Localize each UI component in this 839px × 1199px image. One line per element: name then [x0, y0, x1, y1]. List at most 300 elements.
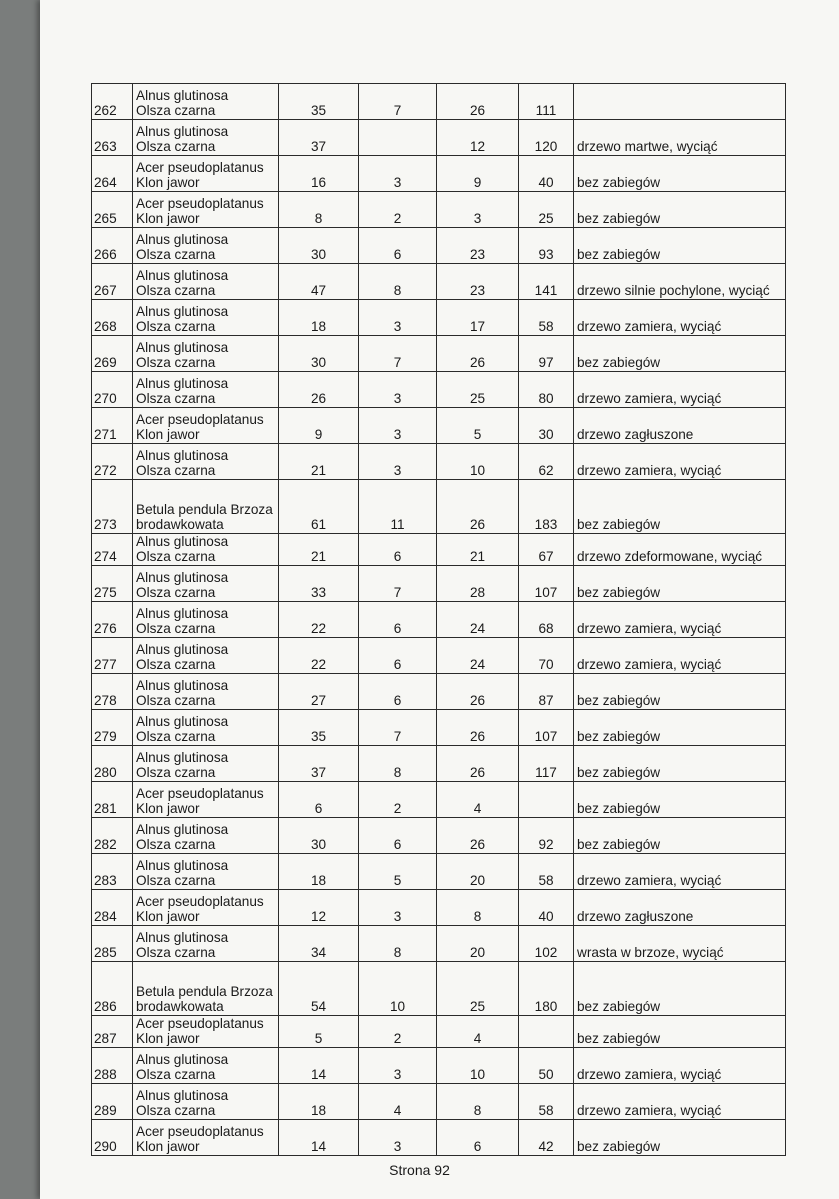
row-number: 289: [94, 1103, 117, 1118]
value-cell-3: [437, 228, 519, 264]
value-cell-2: [359, 264, 437, 300]
table-row: [92, 818, 786, 854]
value-cell-2: [359, 566, 437, 602]
note-text: drzewo zamiera, wyciąć: [577, 873, 722, 888]
row-number-cell: [92, 192, 133, 228]
row-number: 288: [94, 1067, 117, 1082]
note-cell: [574, 264, 786, 300]
value-cell-1: [279, 120, 359, 156]
value-2: 8: [393, 945, 402, 960]
row-number: 262: [94, 103, 117, 118]
value-4: 80: [538, 391, 554, 406]
value-3: 21: [469, 549, 486, 564]
value-1: 37: [310, 765, 327, 780]
note-cell: [574, 674, 786, 710]
species-cell: [133, 84, 279, 120]
note-text: bez zabiegów: [577, 585, 661, 600]
value-cell-2: [359, 854, 437, 890]
row-number: 280: [94, 765, 117, 780]
note-cell: [574, 566, 786, 602]
species-polish: Olsza czarna: [136, 945, 216, 960]
row-number-cell: [92, 962, 133, 1016]
value-cell-3: [437, 962, 519, 1016]
row-number-cell: [92, 1120, 133, 1156]
table-row: [92, 444, 786, 480]
value-4: 67: [538, 549, 554, 564]
species-cell: [133, 602, 279, 638]
value-3: 28: [469, 585, 486, 600]
value-cell-3: [437, 120, 519, 156]
species-polish: Olsza czarna: [136, 585, 216, 600]
value-3: 25: [469, 999, 486, 1014]
value-3: 17: [469, 319, 486, 334]
value-cell-1: [279, 818, 359, 854]
value-3: 26: [469, 517, 486, 532]
value-3: 3: [473, 211, 482, 226]
species-cell: [133, 534, 279, 566]
species-polish: Olsza czarna: [136, 283, 216, 298]
note-cell: [574, 534, 786, 566]
note-cell: [574, 890, 786, 926]
table-row: [92, 1120, 786, 1156]
table-row: [92, 534, 786, 566]
value-2: 6: [393, 657, 402, 672]
value-1: 18: [310, 1103, 327, 1118]
note-text: drzewo zamiera, wyciąć: [577, 621, 722, 636]
species-latin: Alnus glutinosa: [136, 1052, 229, 1067]
species-latin: Acer pseudoplatanus: [136, 1124, 264, 1139]
species-latin: Alnus glutinosa: [136, 340, 229, 355]
species-latin: Betula pendula Brzoza: [136, 984, 273, 999]
table-body: [92, 84, 786, 1156]
value-cell-2: [359, 782, 437, 818]
species-polish: Olsza czarna: [136, 463, 216, 478]
value-cell-2: [359, 638, 437, 674]
value-4: 92: [538, 837, 554, 852]
species-cell: [133, 120, 279, 156]
value-cell-4: [519, 264, 574, 300]
note-text: drzewo martwe, wyciąć: [577, 139, 718, 154]
value-3: 4: [473, 801, 482, 816]
species-cell: [133, 336, 279, 372]
value-cell-4: [519, 228, 574, 264]
note-text: wrasta w brzoze, wyciąć: [577, 945, 724, 960]
value-cell-1: [279, 962, 359, 1016]
note-cell: [574, 480, 786, 534]
value-cell-2: [359, 962, 437, 1016]
value-4: 120: [534, 139, 558, 154]
row-number-cell: [92, 408, 133, 444]
value-2: 11: [390, 517, 405, 532]
note-cell: [574, 1120, 786, 1156]
value-4: 62: [538, 463, 554, 478]
note-text: bez zabiegów: [577, 693, 661, 708]
note-text: drzewo zamiera, wyciąć: [577, 1067, 722, 1082]
species-latin: Alnus glutinosa: [136, 930, 229, 945]
value-cell-4: [519, 534, 574, 566]
value-1: 18: [310, 873, 327, 888]
note-text: drzewo zamiera, wyciąć: [577, 1103, 722, 1118]
species-polish: Klon jawor: [136, 427, 200, 442]
table-row: [92, 746, 786, 782]
value-3: 26: [469, 837, 486, 852]
value-3: 26: [469, 765, 486, 780]
value-3: 8: [473, 1103, 482, 1118]
value-2: 4: [393, 1103, 402, 1118]
row-number: 265: [94, 211, 117, 226]
value-2: 2: [393, 1031, 402, 1046]
value-2: 3: [393, 391, 402, 406]
species-polish: Olsza czarna: [136, 837, 216, 852]
value-2: 5: [393, 873, 402, 888]
value-cell-2: [359, 602, 437, 638]
value-cell-1: [279, 674, 359, 710]
value-2: 6: [393, 247, 402, 262]
value-cell-1: [279, 854, 359, 890]
value-1: 35: [310, 729, 327, 744]
value-cell-4: [519, 1120, 574, 1156]
value-2: 3: [393, 463, 402, 478]
value-3: 26: [469, 355, 486, 370]
note-cell: [574, 1048, 786, 1084]
note-cell: [574, 602, 786, 638]
species-latin: Betula pendula Brzoza: [136, 502, 273, 517]
value-1: 33: [310, 585, 327, 600]
value-cell-3: [437, 192, 519, 228]
species-cell: [133, 962, 279, 1016]
note-text: bez zabiegów: [577, 999, 661, 1014]
value-1: 26: [310, 391, 327, 406]
value-cell-3: [437, 746, 519, 782]
value-1: 35: [310, 103, 327, 118]
note-cell: [574, 192, 786, 228]
value-2: 10: [389, 999, 406, 1014]
value-cell-1: [279, 480, 359, 534]
value-cell-1: [279, 336, 359, 372]
table-row: [92, 1016, 786, 1048]
row-number-cell: [92, 534, 133, 566]
value-4: 25: [538, 211, 554, 226]
value-cell-2: [359, 1120, 437, 1156]
value-cell-2: [359, 156, 437, 192]
value-cell-4: [519, 192, 574, 228]
value-2: 7: [393, 103, 402, 118]
value-cell-1: [279, 746, 359, 782]
value-cell-3: [437, 1048, 519, 1084]
species-polish: Olsza czarna: [136, 621, 216, 636]
value-cell-1: [279, 638, 359, 674]
row-number: 275: [94, 585, 117, 600]
note-cell: [574, 746, 786, 782]
value-2: 3: [393, 909, 402, 924]
value-3: 26: [469, 729, 486, 744]
value-cell-1: [279, 156, 359, 192]
species-latin: Alnus glutinosa: [136, 714, 229, 729]
table-row: [92, 602, 786, 638]
row-number: 268: [94, 319, 117, 334]
value-4: 87: [538, 693, 554, 708]
species-cell: [133, 156, 279, 192]
note-text: bez zabiegów: [577, 765, 661, 780]
value-2: 7: [393, 585, 402, 600]
value-3: 10: [469, 463, 486, 478]
species-polish: Olsza czarna: [136, 103, 216, 118]
row-number: 283: [94, 873, 117, 888]
value-2: 6: [393, 837, 402, 852]
value-4: 58: [538, 873, 554, 888]
value-3: 25: [469, 391, 486, 406]
value-cell-3: [437, 782, 519, 818]
value-cell-3: [437, 480, 519, 534]
row-number-cell: [92, 566, 133, 602]
value-4: 102: [534, 945, 558, 960]
value-3: 5: [473, 427, 482, 442]
value-cell-1: [279, 84, 359, 120]
value-4: 58: [538, 319, 554, 334]
value-cell-1: [279, 444, 359, 480]
note-text: bez zabiegów: [577, 175, 661, 190]
value-cell-3: [437, 854, 519, 890]
value-2: 3: [393, 427, 402, 442]
value-1: 30: [310, 355, 327, 370]
value-cell-2: [359, 710, 437, 746]
value-1: 21: [310, 463, 327, 478]
value-cell-3: [437, 1120, 519, 1156]
value-cell-1: [279, 566, 359, 602]
row-number: 264: [94, 175, 117, 190]
value-cell-1: [279, 1016, 359, 1048]
value-1: 27: [310, 693, 327, 708]
row-number: 281: [94, 801, 117, 816]
note-text: bez zabiegów: [577, 837, 661, 852]
species-polish: Olsza czarna: [136, 391, 216, 406]
value-1: 9: [314, 427, 323, 442]
value-4: 40: [538, 909, 554, 924]
value-2: 7: [393, 355, 402, 370]
row-number-cell: [92, 480, 133, 534]
row-number-cell: [92, 264, 133, 300]
value-1: 61: [310, 517, 327, 532]
value-cell-3: [437, 444, 519, 480]
row-number: 290: [94, 1139, 117, 1154]
value-cell-2: [359, 674, 437, 710]
value-cell-2: [359, 480, 437, 534]
value-cell-4: [519, 566, 574, 602]
species-cell: [133, 1120, 279, 1156]
species-polish: Olsza czarna: [136, 247, 216, 262]
table-row: [92, 228, 786, 264]
value-cell-2: [359, 300, 437, 336]
species-latin: Acer pseudoplatanus: [136, 412, 264, 427]
note-text: bez zabiegów: [577, 1139, 661, 1154]
species-latin: Alnus glutinosa: [136, 1088, 229, 1103]
species-cell: [133, 746, 279, 782]
value-cell-4: [519, 156, 574, 192]
value-cell-3: [437, 156, 519, 192]
species-latin: Acer pseudoplatanus: [136, 894, 264, 909]
value-cell-4: [519, 372, 574, 408]
species-cell: [133, 444, 279, 480]
species-latin: Alnus glutinosa: [136, 822, 229, 837]
note-text: drzewo zamiera, wyciąć: [577, 319, 722, 334]
value-3: 10: [469, 1067, 486, 1082]
species-polish: Klon jawor: [136, 211, 200, 226]
species-cell: [133, 264, 279, 300]
species-polish: Klon jawor: [136, 909, 200, 924]
value-cell-4: [519, 674, 574, 710]
note-cell: [574, 444, 786, 480]
species-cell: [133, 638, 279, 674]
species-polish: Olsza czarna: [136, 355, 216, 370]
species-polish: brodawkowata: [136, 517, 224, 532]
table-row: [92, 638, 786, 674]
table-row: [92, 566, 786, 602]
value-cell-4: [519, 480, 574, 534]
value-cell-4: [519, 854, 574, 890]
value-3: 8: [473, 909, 482, 924]
value-2: 3: [393, 1139, 402, 1154]
species-cell: [133, 890, 279, 926]
table-row: [92, 84, 786, 120]
value-cell-2: [359, 336, 437, 372]
table-row: [92, 854, 786, 890]
value-4: 183: [534, 517, 558, 532]
value-2: 2: [393, 211, 402, 226]
species-latin: Alnus glutinosa: [136, 642, 229, 657]
species-polish: Klon jawor: [136, 1139, 200, 1154]
species-latin: Alnus glutinosa: [136, 448, 229, 463]
row-number: 272: [94, 463, 117, 478]
value-1: 14: [310, 1139, 327, 1154]
species-latin: Alnus glutinosa: [136, 750, 229, 765]
value-cell-2: [359, 228, 437, 264]
value-3: 26: [469, 693, 486, 708]
value-cell-3: [437, 534, 519, 566]
species-cell: [133, 566, 279, 602]
table-row: [92, 962, 786, 1016]
species-polish: Olsza czarna: [136, 729, 216, 744]
value-2: 3: [393, 175, 402, 190]
row-number: 278: [94, 693, 117, 708]
value-cell-2: [359, 408, 437, 444]
value-1: 37: [310, 139, 327, 154]
species-polish: Olsza czarna: [136, 873, 216, 888]
value-cell-2: [359, 444, 437, 480]
value-cell-1: [279, 372, 359, 408]
value-cell-2: [359, 534, 437, 566]
value-cell-4: [519, 120, 574, 156]
row-number-cell: [92, 926, 133, 962]
value-4: 107: [534, 585, 558, 600]
value-3: 20: [469, 945, 486, 960]
value-cell-1: [279, 782, 359, 818]
value-2: 3: [393, 1067, 402, 1082]
note-text: drzewo zamiera, wyciąć: [577, 463, 722, 478]
value-4: 93: [538, 247, 554, 262]
value-cell-2: [359, 746, 437, 782]
value-cell-4: [519, 300, 574, 336]
note-cell: [574, 372, 786, 408]
species-polish: Klon jawor: [136, 801, 200, 816]
value-cell-4: [519, 1048, 574, 1084]
row-number: 282: [94, 837, 117, 852]
row-number-cell: [92, 444, 133, 480]
value-cell-2: [359, 818, 437, 854]
species-cell: [133, 674, 279, 710]
table-row: [92, 264, 786, 300]
species-cell: [133, 854, 279, 890]
note-text: drzewo zagłuszone: [577, 427, 694, 442]
value-2: 8: [393, 283, 402, 298]
species-polish: Olsza czarna: [136, 765, 216, 780]
species-cell: [133, 192, 279, 228]
value-cell-1: [279, 300, 359, 336]
table-row: [92, 156, 786, 192]
row-number-cell: [92, 782, 133, 818]
species-cell: [133, 300, 279, 336]
note-text: bez zabiegów: [577, 729, 661, 744]
table-row: [92, 674, 786, 710]
value-cell-4: [519, 336, 574, 372]
value-3: 26: [469, 103, 486, 118]
value-1: 12: [310, 909, 327, 924]
species-latin: Alnus glutinosa: [136, 88, 229, 103]
value-1: 6: [314, 801, 323, 816]
value-cell-2: [359, 1084, 437, 1120]
note-text: drzewo zagłuszone: [577, 909, 694, 924]
value-cell-1: [279, 602, 359, 638]
species-latin: Alnus glutinosa: [136, 124, 229, 139]
value-cell-3: [437, 408, 519, 444]
value-4: 117: [535, 765, 557, 780]
value-cell-1: [279, 1084, 359, 1120]
value-2: 7: [393, 729, 402, 744]
species-cell: [133, 1048, 279, 1084]
note-cell: [574, 818, 786, 854]
value-cell-1: [279, 534, 359, 566]
value-1: 8: [314, 211, 323, 226]
species-polish: Klon jawor: [136, 1031, 200, 1046]
note-text: bez zabiegów: [577, 355, 661, 370]
table-row: [92, 890, 786, 926]
row-number: 271: [94, 427, 117, 442]
note-cell: [574, 228, 786, 264]
value-cell-3: [437, 1084, 519, 1120]
value-3: 9: [473, 175, 482, 190]
value-cell-4: [519, 746, 574, 782]
note-text: bez zabiegów: [577, 211, 661, 226]
note-cell: [574, 962, 786, 1016]
note-cell: [574, 408, 786, 444]
species-latin: Alnus glutinosa: [136, 304, 229, 319]
species-cell: [133, 480, 279, 534]
value-cell-3: [437, 890, 519, 926]
value-cell-3: [437, 602, 519, 638]
table-row: [92, 926, 786, 962]
value-cell-4: [519, 1084, 574, 1120]
value-4: 141: [534, 283, 558, 298]
value-cell-2: [359, 890, 437, 926]
species-cell: [133, 926, 279, 962]
species-latin: Alnus glutinosa: [136, 268, 229, 283]
value-cell-1: [279, 192, 359, 228]
row-number-cell: [92, 710, 133, 746]
species-polish: Olsza czarna: [136, 657, 216, 672]
value-cell-3: [437, 926, 519, 962]
value-1: 30: [310, 837, 327, 852]
row-number: 269: [94, 355, 117, 370]
value-cell-2: [359, 84, 437, 120]
